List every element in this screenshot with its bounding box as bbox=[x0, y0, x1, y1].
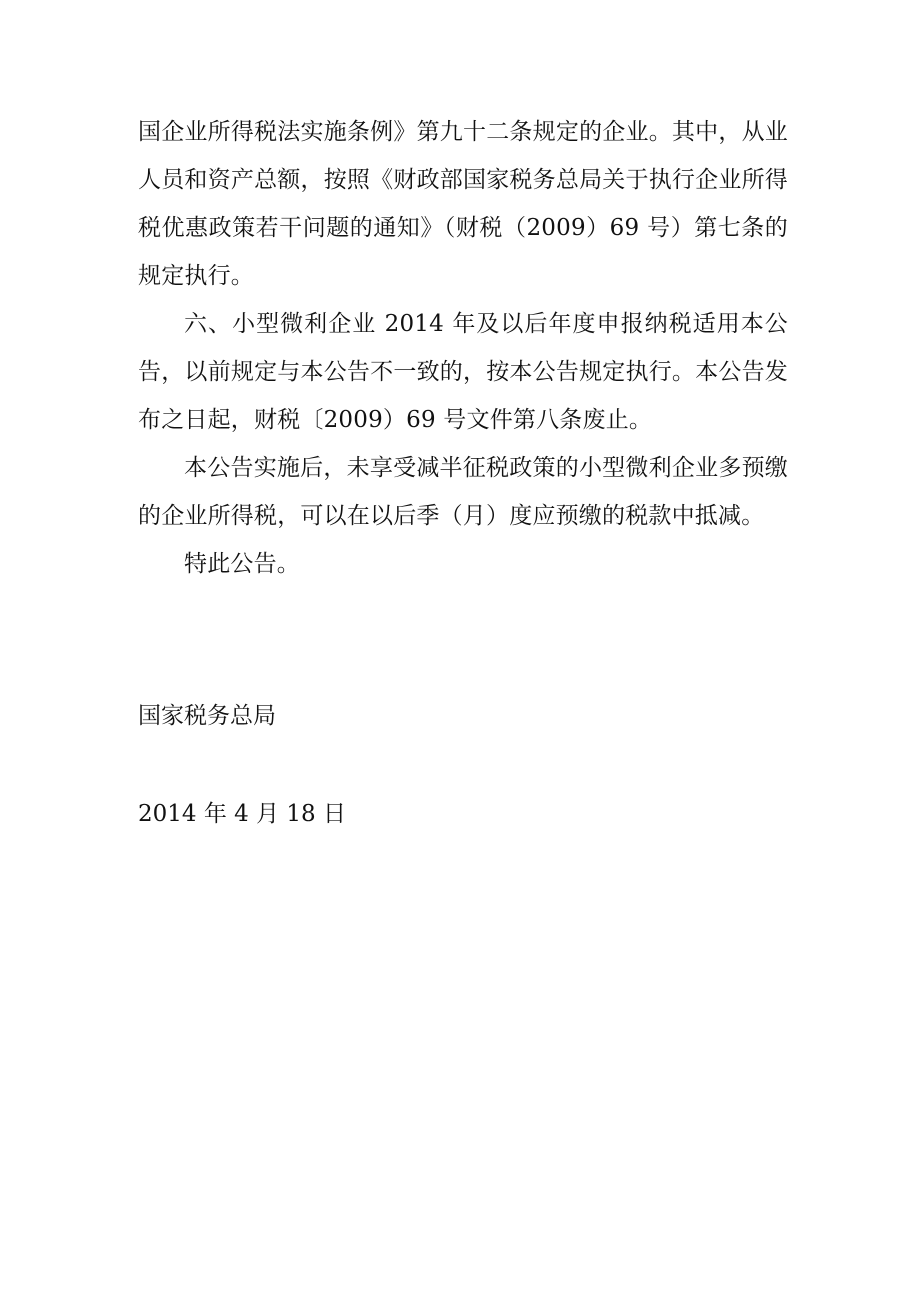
signature-organization: 国家税务总局 bbox=[138, 703, 276, 729]
paragraph-continued: 国企业所得税法实施条例》第九十二条规定的企业。其中，从业人员和资产总额，按照《财政部国家税务总局关于执行企业所得税优惠政策若干问题的通知》（财税（2009）69 号）第七条的规定执行。 bbox=[138, 119, 788, 289]
paragraph-deduction: 本公告实施后，未享受减半征税政策的小型微利企业多预缴的企业所得税，可以在以后季（月）度应预缴的税款中抵减。 bbox=[138, 455, 788, 529]
document-body bbox=[138, 108, 788, 588]
paragraph-closing: 特此公告。 bbox=[184, 551, 300, 577]
signature-date: 2014 年 4 月 18 日 bbox=[138, 801, 346, 827]
paragraph-item-six: 六、小型微利企业 2014 年及以后年度申报纳税适用本公告，以前规定与本公告不一致的，按本公告规定执行。本公告发布之日起，财税〔2009）69 号文件第八条废止。 bbox=[138, 311, 788, 433]
